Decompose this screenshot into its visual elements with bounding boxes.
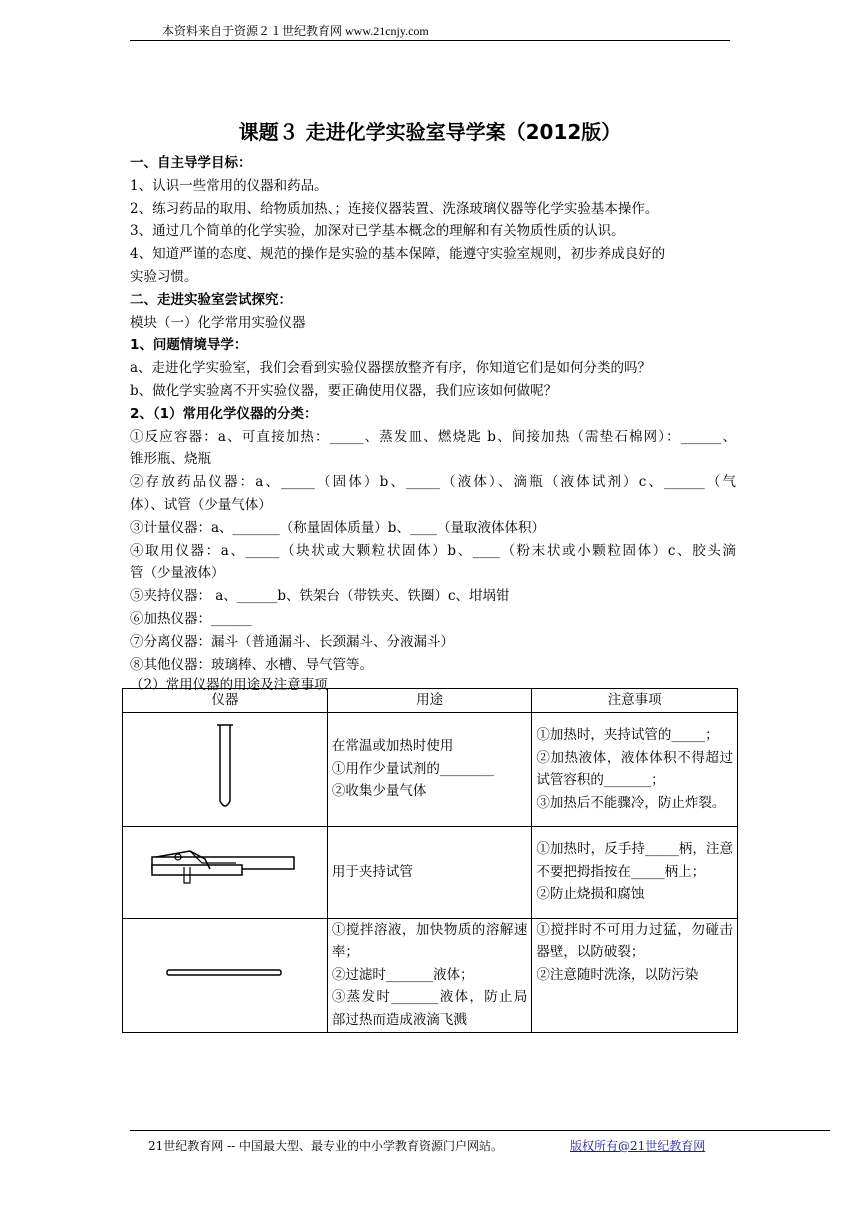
table-row — [123, 918, 738, 1032]
note-line: ②加热液体，液体体积不得超过试管容积的_______； — [536, 749, 733, 788]
note-line: ①加热时，夹持试管的_____； — [536, 727, 719, 743]
column-header: 注意事项 — [532, 689, 738, 713]
document-body — [130, 152, 736, 694]
footer-text: 21世纪教育网 -- 中国最大型、最专业的中小学教育资源门户网站。 — [148, 1139, 504, 1153]
page-title: 课题３ 走进化学实验室导学案（2012版） — [238, 120, 622, 144]
table-header-row — [123, 689, 738, 713]
instrument-table — [122, 688, 738, 1033]
usage-line: ②过滤时_______液体； — [331, 966, 474, 983]
note-line: ①搅拌时不可用力过猛，勿碰击器壁，以防破裂； — [536, 921, 733, 960]
page-footer — [148, 1137, 706, 1154]
question-item: b、做化学实验离不开实验仪器，要正确使用仪器，我们应该如何做呢？ — [130, 382, 558, 399]
notes-cell — [532, 712, 738, 826]
page-header: 本资料来自于资源２１世纪教育网 www.21cnjy.com — [162, 24, 429, 38]
module-title: 模块（一）化学常用实验仪器 — [130, 314, 306, 331]
usage-cell — [327, 712, 532, 826]
usage-line: ①搅拌溶液，加快物质的溶解速率； — [331, 921, 528, 961]
table-row — [123, 712, 738, 826]
classification-item: ⑤夹持仪器： a、______b、铁架台（带铁夹、铁圈）c、坩埚钳 — [130, 588, 510, 605]
test-tube-holder-icon — [150, 843, 300, 893]
classification-item: 锥形瓶、烧瓶 — [130, 451, 211, 468]
classification-item: ①反应容器：a、可直接加热：_____、蒸发皿、燃烧匙 b、间接加热（需垫石棉网）：______、 — [130, 428, 736, 445]
usage-line: 用于夹持试管 — [331, 863, 413, 880]
usage-cell — [327, 826, 532, 918]
notes-cell — [532, 918, 738, 1032]
usage-line: ③蒸发时_______液体，防止局部过热而造成液滴飞溅 — [331, 989, 528, 1028]
goal-item: 1、认识一些常用的仪器和药品。 — [130, 177, 328, 194]
footer-rule — [130, 1130, 830, 1131]
note-line: ③加热后不能骤冷，防止炸裂。 — [536, 794, 726, 811]
classification-item: ④取用仪器：a、_____（块状或大颗粒状固体）b、____（粉末状或小颗粒固体）c、胶头滴 — [130, 542, 736, 559]
usage-heading: （2）常用仪器的用途及注意事项 — [130, 677, 328, 694]
note-line: ②防止烧损和腐蚀 — [536, 886, 645, 903]
usage-line: ②收集少量气体 — [331, 783, 427, 800]
table-row — [123, 826, 738, 918]
classification-item: ⑥加热仪器：______ — [130, 610, 252, 627]
classification-item: ②存放药品仪器：a、_____（固体）b、_____（液体）、滴瓶（液体试剂）c、______（气 — [130, 474, 736, 491]
copyright-link[interactable]: 版权所有@21世纪教育网 — [570, 1139, 706, 1153]
instrument-cell — [123, 918, 328, 1032]
glass-rod-icon — [165, 967, 285, 979]
goal-item: 2、练习药品的取用、给物质加热、；连接仪器装置、洗涤玻璃仪器等化学实验基本操作。 — [130, 200, 659, 217]
usage-cell — [327, 918, 532, 1032]
test-tube-icon — [205, 715, 245, 815]
classification-item: ③计量仪器：a、_______（称量固体质量）b、____（量取液体体积） — [130, 519, 545, 536]
question-item: a、走进化学实验室，我们会看到实验仪器摆放整齐有序，你知道它们是如何分类的吗？ — [130, 360, 652, 377]
notes-cell — [532, 826, 738, 918]
instrument-cell — [123, 826, 328, 918]
classification-heading: 2、（1）常用化学仪器的分类： — [130, 405, 318, 422]
usage-line: ①用作少量试剂的________ — [331, 760, 494, 777]
header-rule — [130, 40, 730, 41]
section-heading-goals: 一、自主导学目标： — [130, 155, 252, 171]
classification-item: 管（少量液体） — [130, 565, 225, 582]
usage-line: 在常温或加热时使用 — [331, 738, 454, 755]
goal-item: 3、通过几个简单的化学实验，加深对已学基本概念的理解和有关物质性质的认识。 — [130, 223, 625, 240]
column-header: 仪器 — [123, 689, 328, 713]
section-heading-explore: 二、走进实验室尝试探究： — [130, 291, 292, 308]
question-heading: 1、问题情境导学： — [130, 337, 248, 354]
note-line: ②注意随时洗涤，以防污染 — [536, 966, 699, 983]
classification-item: ⑧其他仪器：玻璃棒、水槽、导气管等。 — [130, 656, 373, 673]
goal-item: 实验习惯。 — [130, 268, 198, 285]
instrument-cell — [123, 712, 328, 826]
classification-item: ⑦分离仪器：漏斗（普通漏斗、长颈漏斗、分液漏斗） — [130, 633, 454, 650]
classification-item: 体）、试管（少量气体） — [130, 496, 272, 513]
note-line: ①加热时，反手持_____柄，注意不要把拇指按在_____柄上； — [536, 841, 733, 880]
column-header: 用途 — [327, 689, 532, 713]
goal-item: 4、知道严谨的态度、规范的操作是实验的基本保障，能遵守实验室规则，初步养成良好的 — [130, 246, 666, 263]
